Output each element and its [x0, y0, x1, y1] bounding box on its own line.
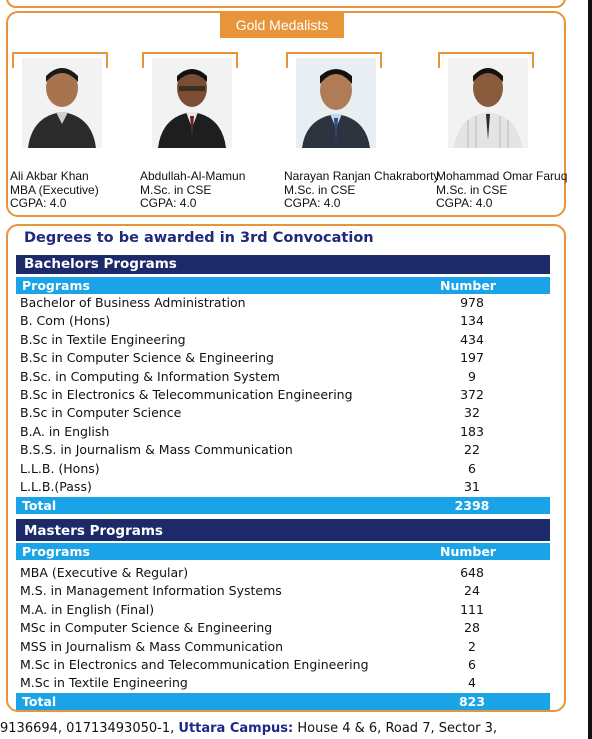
table-row — [20, 460, 550, 478]
medalist-name: Ali Akbar Khan — [10, 169, 89, 183]
masters-table — [20, 564, 550, 693]
masters-column-header — [16, 543, 550, 560]
medalist-cgpa: CGPA: 4.0 — [284, 196, 341, 210]
table-row — [20, 404, 550, 422]
medalist-degree: M.Sc. in CSE — [140, 182, 212, 197]
program-name: M.Sc in Electronics and Telecommunication Engineering — [20, 656, 369, 672]
program-count: 31 — [464, 478, 480, 494]
medalist-photo — [296, 58, 376, 148]
footer-campus-label: Uttara Campus: — [178, 721, 294, 736]
medalist-info — [436, 170, 567, 211]
table-row — [20, 601, 550, 619]
program-count: 134 — [460, 313, 484, 329]
program-count: 2 — [468, 638, 476, 654]
program-name: MBA (Executive & Regular) — [20, 565, 189, 580]
top-frame — [6, 0, 566, 8]
table-row — [20, 423, 550, 441]
medalist-name: Narayan Ranjan Chakraborty — [284, 169, 440, 183]
program-count: 6 — [468, 656, 476, 672]
program-name: Bachelor of Business Administration — [20, 295, 246, 310]
table-row — [20, 368, 550, 386]
program-count: 197 — [460, 350, 484, 366]
table-row — [20, 349, 550, 367]
total-label: Total — [22, 498, 57, 513]
program-name: B.Sc in Computer Science — [20, 405, 182, 421]
program-count: 372 — [460, 386, 484, 402]
program-count: 9 — [468, 368, 476, 384]
bachelors-heading: Bachelors Programs — [16, 255, 550, 274]
program-count: 183 — [460, 423, 484, 439]
programs-column-label: Programs — [22, 544, 90, 559]
degrees-title: Degrees to be awarded in 3rd Convocation — [24, 230, 374, 246]
program-name: L.L.B.(Pass) — [20, 478, 92, 494]
programs-column-label: Programs — [22, 278, 90, 293]
program-name: B. Com (Hons) — [20, 313, 111, 329]
medalist-name: Abdullah-Al-Mamun — [140, 169, 246, 183]
program-name: M.S. in Management Information Systems — [20, 583, 282, 599]
number-column-label: Number — [440, 544, 496, 559]
medalist-photo — [22, 58, 102, 148]
program-count: 22 — [464, 442, 480, 458]
page-edge — [588, 0, 592, 739]
total-value: 2398 — [454, 498, 490, 513]
program-count: 648 — [460, 565, 484, 580]
footer-campus-address: House 4 & 6, Road 7, Sector 3, — [297, 721, 498, 736]
bachelors-column-header — [16, 277, 550, 294]
program-name: B.S.S. in Journalism & Mass Communication — [20, 442, 293, 458]
program-name: B.Sc in Electronics & Telecommunication Engineering — [20, 386, 353, 402]
masters-heading: Masters Programs — [16, 519, 550, 541]
medalist-name: Mohammad Omar Faruq — [436, 169, 568, 183]
program-name: B.Sc in Computer Science & Engineering — [20, 350, 274, 366]
medalist-cgpa: CGPA: 4.0 — [140, 196, 197, 210]
program-count: 111 — [460, 601, 484, 617]
program-name: L.L.B. (Hons) — [20, 460, 100, 476]
program-name: M.A. in English (Final) — [20, 601, 155, 617]
program-name: MSS in Journalism & Mass Communication — [20, 638, 284, 654]
gold-medalists-title: Gold Medalists — [220, 12, 344, 38]
footer-phones: 9136694, 01713493050-1, — [0, 721, 175, 736]
total-value: 823 — [458, 694, 486, 709]
bachelors-total-row — [16, 497, 550, 514]
table-row — [20, 674, 550, 692]
table-row — [20, 294, 550, 312]
table-row — [20, 478, 550, 496]
table-row — [20, 619, 550, 637]
medalist-info — [10, 170, 99, 211]
program-name: MSc in Computer Science & Engineering — [20, 620, 273, 636]
program-count: 434 — [460, 331, 484, 347]
program-name: B.Sc in Textile Engineering — [20, 331, 186, 347]
program-count: 28 — [464, 620, 480, 636]
program-name: B.Sc. in Computing & Information System — [20, 368, 280, 384]
table-row — [20, 564, 550, 582]
table-row — [20, 331, 550, 349]
medalist-degree: MBA (Executive) — [10, 182, 99, 197]
medalist-degree: M.Sc. in CSE — [284, 182, 356, 197]
medalist-cgpa: CGPA: 4.0 — [10, 196, 67, 210]
program-count: 32 — [464, 405, 480, 421]
medalist-photo — [448, 58, 528, 148]
medalist-info — [284, 170, 439, 211]
table-row — [20, 656, 550, 674]
table-row — [20, 386, 550, 404]
medalist-cgpa: CGPA: 4.0 — [436, 196, 493, 210]
medalist-info — [140, 170, 245, 211]
medalist-photo — [152, 58, 232, 148]
program-name: M.Sc in Textile Engineering — [20, 675, 188, 691]
program-count: 978 — [460, 295, 484, 310]
program-count: 24 — [464, 583, 480, 599]
table-row — [20, 441, 550, 459]
number-column-label: Number — [440, 278, 496, 293]
table-row — [20, 312, 550, 330]
table-row — [20, 638, 550, 656]
medalist-degree: M.Sc. in CSE — [436, 182, 508, 197]
table-row — [20, 582, 550, 600]
program-count: 6 — [468, 460, 476, 476]
masters-total-row — [16, 693, 550, 710]
program-name: B.A. in English — [20, 423, 110, 439]
bachelors-table — [20, 294, 550, 496]
total-label: Total — [22, 694, 57, 709]
footer-contact-line — [0, 721, 588, 736]
program-count: 4 — [468, 675, 476, 691]
